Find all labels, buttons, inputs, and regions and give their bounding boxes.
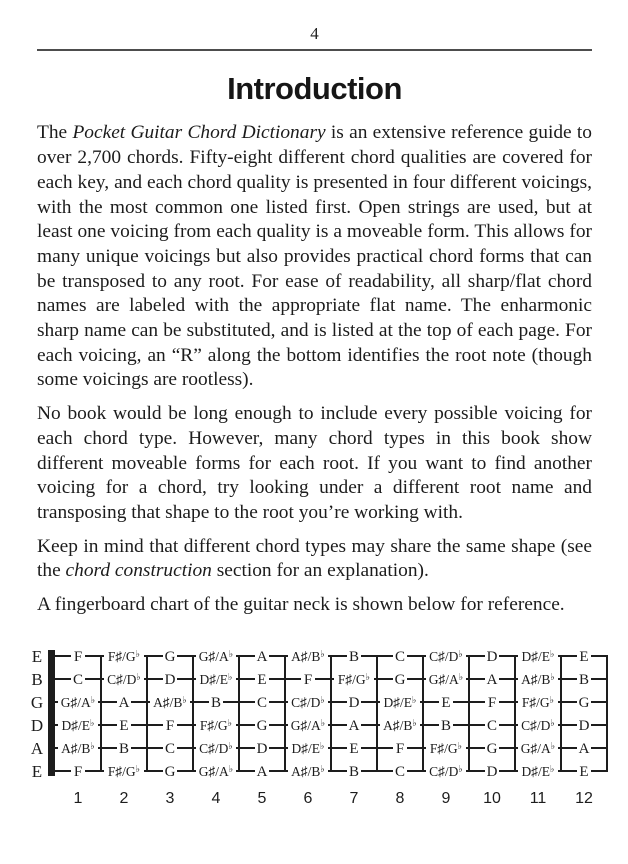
fret-number: 9 [441,789,451,807]
note-label: A♯/B♭ [291,648,325,664]
flat-symbol: ♭ [412,718,417,729]
flat-symbol: ♭ [458,649,463,660]
flat-symbol: ♭ [320,718,326,729]
note-label: C [256,694,268,711]
note-label: A [486,671,498,688]
flat-symbol: ♭ [320,764,325,775]
note-label: F [73,648,83,665]
note-label: B [348,763,360,780]
flat-symbol: ♭ [90,695,96,706]
text-run: The [37,122,73,144]
note-label: D♯/E♭ [199,671,233,687]
note-label: G [578,694,590,711]
note-label: B [440,717,452,734]
flat-symbol: ♭ [550,764,555,775]
fret-number: 3 [165,789,175,807]
note-label: F♯/G♭ [199,717,233,733]
flat-symbol: ♭ [550,672,555,683]
note-label: B [578,671,590,688]
flat-symbol: ♭ [550,718,555,729]
fret-number: 7 [349,789,359,807]
flat-symbol: ♭ [135,764,141,775]
note-label: E [257,671,267,688]
note-label: C [486,717,498,734]
flat-symbol: ♭ [90,741,95,752]
flat-symbol: ♭ [90,718,95,729]
note-label: C♯/D♭ [199,740,233,756]
note-label: C [164,740,176,757]
note-label: G [164,763,176,780]
flat-symbol: ♭ [457,741,463,752]
flat-symbol: ♭ [320,649,325,660]
paragraph-3 [37,535,592,584]
note-label: D♯/E♭ [291,740,325,756]
page-title: Introduction [227,71,402,107]
note-label: G♯/A♭ [428,671,464,687]
note-label: F [73,763,83,780]
note-label: E [349,740,359,757]
note-label: G♯/A♭ [520,740,556,756]
note-label: D [256,740,268,757]
fret-number: 2 [119,789,129,807]
note-label: A♯/B♭ [291,763,325,779]
note-label: A♯/B♭ [61,740,95,756]
header-rule [37,49,592,51]
open-string-label: G [30,692,44,712]
section-name-italic: chord construction [65,560,212,582]
note-label: D♯/E♭ [521,763,555,779]
note-label: F♯/G♭ [107,763,141,779]
text-run: is an extensive reference guide to over 2,700 chords. Fifty-eight different chord qualities are covered for each key, and each chord quality is presented in four different voicings, with the most common one listed first. Open strings are used, but at least one voicing from each quality is a moveable form. This allows for many unique voicings but also provides practical chord forms that can be transposed to any root. For ease of readability, all sharp/flat chord names are labeled with the appropriate flat name. The enharmonic sharp name can be substituted, and is listed at the top of each page. For each voicing, an “R” along the bottom identifies the root note (though some voicings are rootless). [37,122,592,391]
flat-symbol: ♭ [320,741,325,752]
note-label: D [164,671,176,688]
note-label: F♯/G♭ [521,694,555,710]
flat-symbol: ♭ [458,764,463,775]
paragraph-1 [37,121,592,393]
note-label: C♯/D♭ [107,671,141,687]
introduction-text [37,121,592,617]
note-label: A [348,717,360,734]
flat-symbol: ♭ [136,672,141,683]
note-label: F♯/G♭ [429,740,463,756]
flat-symbol: ♭ [228,672,233,683]
paragraph-4 [37,593,592,618]
fret-number: 12 [575,789,593,807]
flat-symbol: ♭ [550,741,556,752]
flat-symbol: ♭ [550,649,555,660]
note-label: E [441,694,451,711]
flat-symbol: ♭ [320,695,325,706]
note-label: G♯/A♭ [198,648,234,664]
note-label: G [486,740,498,757]
note-label: F [395,740,405,757]
flat-symbol: ♭ [228,649,234,660]
paragraph-2 [37,402,592,526]
nut [48,650,55,776]
note-label: G♯/A♭ [60,694,96,710]
fretboard-svg [23,640,617,812]
note-label: B [118,740,130,757]
note-label: F♯/G♭ [337,671,371,687]
note-label: F [303,671,313,688]
text-run: Keep in mind that different chord types may share the same shape (see the [37,535,592,582]
note-label: A [578,740,590,757]
note-label: A♯/B♭ [383,717,417,733]
note-label: G♯/A♭ [290,717,326,733]
note-label: D♯/E♭ [383,694,417,710]
open-string-label: E [31,646,43,666]
fret-number: 10 [483,789,501,807]
note-label: C♯/D♭ [429,648,463,664]
note-label: G [256,717,268,734]
fret-number: 11 [529,789,547,807]
text-run: section for an explanation). [211,560,429,582]
note-label: G♯/A♭ [198,763,234,779]
note-label: D♯/E♭ [521,648,555,664]
note-label: C♯/D♭ [521,717,555,733]
note-label: A♯/B♭ [521,671,555,687]
page-number: 4 [310,24,319,43]
note-label: C [394,763,406,780]
flat-symbol: ♭ [228,764,234,775]
note-label: G [164,648,176,665]
note-label: D♯/E♭ [61,717,95,733]
note-label: D [578,717,590,734]
note-label: A [256,763,268,780]
note-label: C [394,648,406,665]
note-label: F [165,717,175,734]
note-label: D [486,648,498,665]
text-run: A fingerboard chart of the guitar neck is shown below for reference. [37,594,565,616]
open-string-label: E [31,761,43,781]
flat-symbol: ♭ [412,695,417,706]
note-label: E [119,717,129,734]
flat-symbol: ♭ [182,695,187,706]
text-run: No book would be long enough to include every possible voicing for each chord type. However, many chord types in this book show different moveable forms for each root. If you want to find another voicing for a chord, try looking under a different root name and transposing that shape to the root you’re working with. [37,403,592,523]
fret-number: 6 [303,789,313,807]
note-label: A [256,648,268,665]
note-label: B [210,694,222,711]
note-label: B [348,648,360,665]
note-label: A♯/B♭ [153,694,187,710]
flat-symbol: ♭ [227,718,233,729]
note-label: C [72,671,84,688]
flat-symbol: ♭ [458,672,464,683]
note-label: D [486,763,498,780]
note-label: F♯/G♭ [107,648,141,664]
open-string-label: D [30,715,44,735]
fret-number: 8 [395,789,405,807]
note-label: F [487,694,497,711]
book-title-italic: Pocket Guitar Chord Dictionary [72,122,326,144]
note-label: C♯/D♭ [291,694,325,710]
fret-number: 4 [211,789,221,807]
flat-symbol: ♭ [549,695,555,706]
open-string-label: A [30,738,44,758]
open-string-label: B [31,669,43,689]
fretboard-chart [23,640,592,817]
note-label: D [348,694,360,711]
fret-number: 5 [257,789,267,807]
flat-symbol: ♭ [365,672,371,683]
note-label: E [579,763,589,780]
flat-symbol: ♭ [135,649,141,660]
note-label: A [118,694,130,711]
note-label: E [579,648,589,665]
flat-symbol: ♭ [228,741,233,752]
fret-number: 1 [73,789,83,807]
note-label: G [394,671,406,688]
note-label: C♯/D♭ [429,763,463,779]
